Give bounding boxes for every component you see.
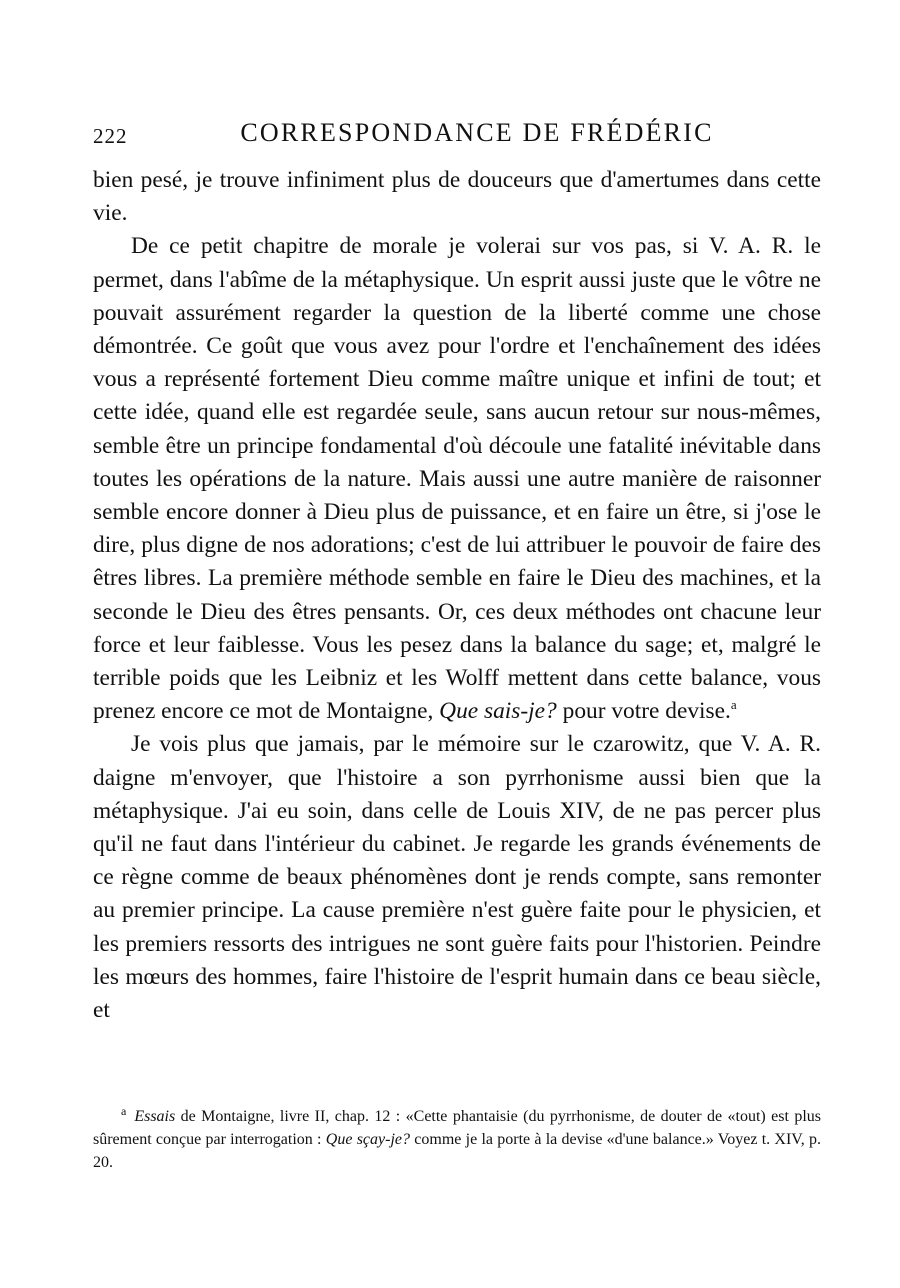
running-header	[93, 114, 821, 154]
footnote-text-end: comme je la porte à la devise «d'une balance.» Voyez t. XIV, p. 20.	[93, 1131, 822, 1171]
running-title: CORRESPONDANCE DE FRÉDÉRIC	[240, 118, 714, 147]
footnote-italic-title: Essais	[134, 1108, 176, 1125]
footnote-italic-quote: Que sçay-je?	[325, 1131, 411, 1148]
body-text	[93, 164, 821, 1027]
paragraph-2	[93, 230, 821, 728]
footnote-marker: a	[121, 1103, 127, 1118]
page	[93, 114, 821, 1027]
paragraph-1: bien pesé, je trouve infiniment plus de douceurs que d'amertumes dans cette vie.	[93, 167, 821, 227]
page-number: 222	[93, 124, 128, 148]
paragraph-2-italic: Que sais-je?	[439, 698, 557, 725]
footnote	[93, 1105, 821, 1174]
paragraph-2-text: De ce petit chapitre de morale je volerai sur vos pas, si V. A. R. le permet, dans l'abîme de la métaphysique. Un esprit aussi juste que le vôtre ne pouvait assurément regarder la question de la liberté comme une chose démontrée. Ce goût que vous avez pour l'ordre et l'enchaînement des idées vous a représenté fortement Dieu comme maître unique et infini de tout; et cette idée, quand elle est regardée seule, sans aucun retour sur nous-mêmes, semble être un principe fondamental d'où découle une fatalité inévitable dans toutes les opérations de la nature. Mais aussi une autre manière de raisonner semble encore donner à Dieu plus de puissance, et en faire un être, si j'ose le dire, plus digne de nos adorations; c'est de lui attribuer le pouvoir de faire des êtres libres. La première méthode semble en faire le Dieu des machines, et la seconde le Dieu des êtres pensants. Or, ces deux méthodes ont chacune leur force et leur faiblesse. Vous les pesez dans la balance du sage; et, malgré le terrible poids que les Leibniz et les Wolff mettent dans cette balance, vous prenez encore ce mot de Montaigne,	[93, 233, 821, 725]
paragraph-2-tail: pour votre devise.	[562, 698, 731, 725]
paragraph-3: Je vois plus que jamais, par le mémoire sur le czarowitz, que V. A. R. daigne m'envoyer, que l'histoire a son pyrrhonisme aussi bien que la métaphysique. J'ai eu soin, dans celle de Louis XIV, de ne pas percer plus qu'il ne faut dans l'intérieur du cabinet. Je regarde les grands événements de ce règne comme de beaux phénomènes dont je rends compte, sans remonter au premier principe. La cause première n'est guère faite pour le physicien, et les premiers ressorts des intrigues ne sont guère faits pour l'historien. Peindre les mœurs des hommes, faire l'histoire de l'esprit humain dans ce beau siècle, et	[93, 731, 821, 1024]
footnote-reference[interactable]: a	[730, 697, 737, 713]
footnote-text: de Montaigne, livre II, chap. 12 : «Cette phantaisie (du pyrrhonisme, de douter de «tout) est plus sûrement conçue par interrogation :	[93, 1108, 822, 1148]
